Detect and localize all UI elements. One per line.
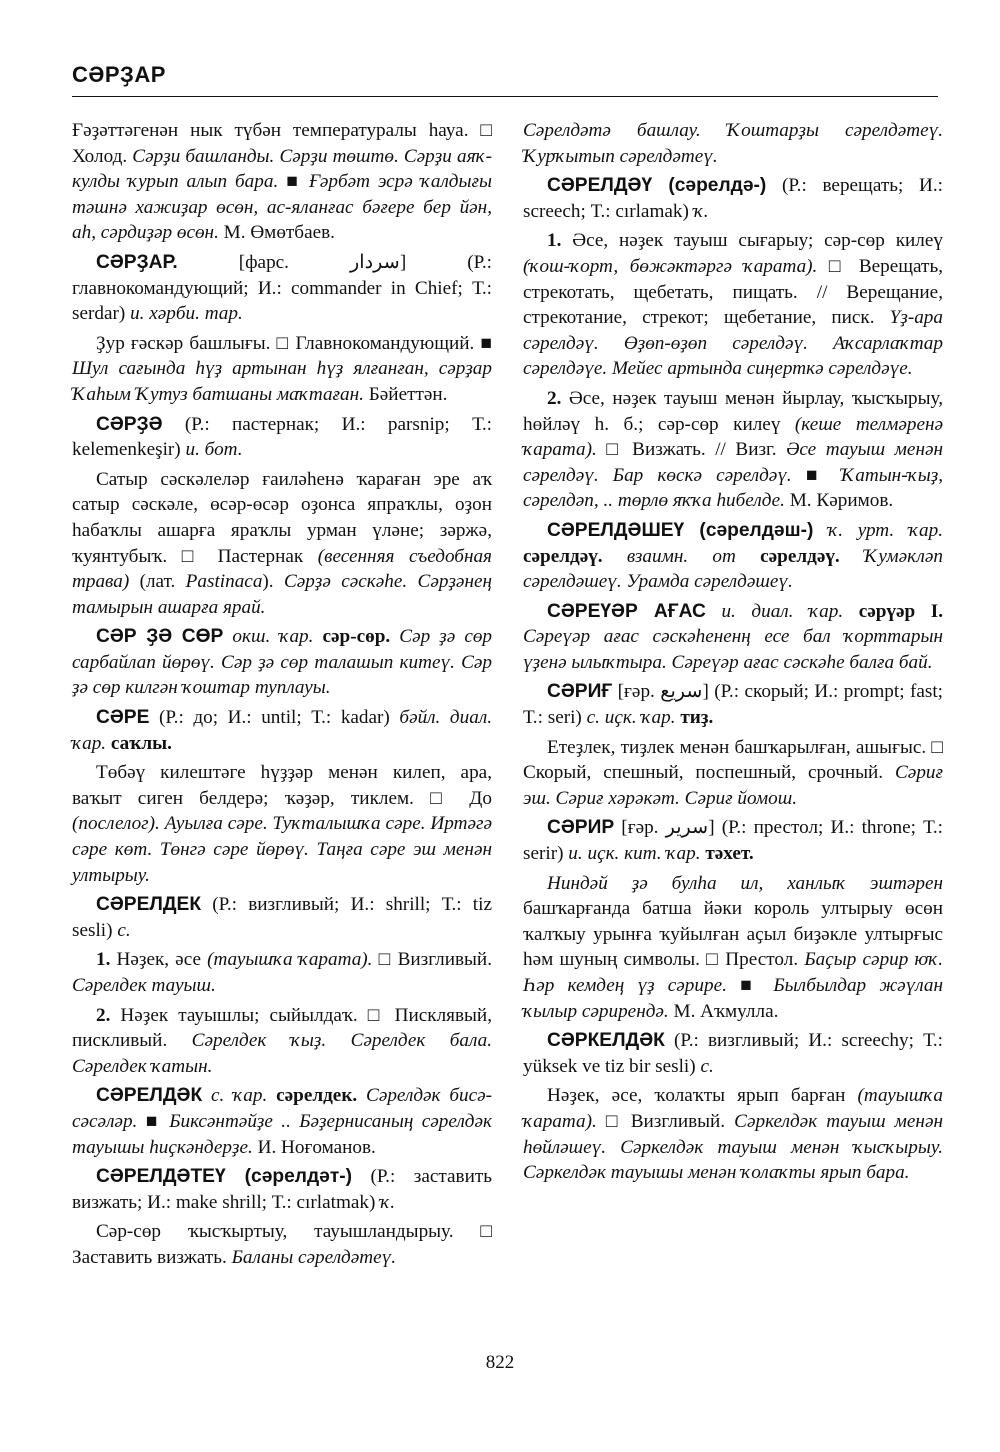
dictionary-entry [72, 892, 497, 943]
text-run: Ҡатын-ҡыҙ, сәрелдәп, .. төрлө яҡҡа һибелде. [523, 464, 948, 512]
text-run: (Р.: заставить визжать; И.: make shrill; Т.: cırlatmak) [72, 1166, 497, 1213]
headword: СӘР ҘӘ СӨР [96, 626, 224, 648]
text-run [943, 520, 948, 541]
text-run: 2. [96, 1004, 111, 1026]
text-run: (ҡош-ҡорт, бөжәктәргә ҡарата). [523, 255, 818, 277]
text-run: □ Визгливый. [596, 1110, 735, 1132]
header-rule [72, 96, 938, 97]
text-run: ■ [137, 1110, 170, 1132]
entry-paragraph [72, 760, 497, 888]
text-run: Сәреүәр ағас сәскәһененң есе бал ҡорттарын үҙенә ылыҡтыра. Сәреүәр ағас сәскәһе балға бай. [523, 626, 948, 673]
text-run: [фарс. سردار] (Р.: главнокомандующий; И.: commander in Chief; Т.: serdar) [72, 251, 497, 325]
text-run: сәр-сөр. [322, 626, 391, 648]
dictionary-entry [72, 1164, 497, 1215]
entry-paragraph [72, 467, 497, 621]
text-run: М. Кәримов. [784, 490, 894, 512]
text-run: с. иҫк. ҡар. [586, 707, 676, 729]
entry-paragraph [523, 871, 948, 1025]
entry-paragraph [72, 331, 497, 408]
text-run: (Р.: пастернак; И.: parsnip; Т.: kelemenkeşir) [72, 413, 497, 461]
text-run: башҡарғанда батша йәки король ултырыу өсөн ҡалҡыу урынға ҡуйылған аҫыл биҙәкле ултырғыс һәм шуның символы. □ Престол. [523, 872, 948, 971]
text-run: □ Визгливый. [372, 949, 497, 971]
text-run: с. [700, 1055, 714, 1077]
dictionary-entry [72, 1083, 497, 1160]
text-run [843, 601, 859, 622]
text-run: Бәйеттән. [363, 383, 448, 405]
text-run [390, 626, 399, 647]
text-run: Сәрелдәтә башлау. Ҡоштарҙы сәрелдәтеү. Ҡурҡытып сәрелдәтеү. [523, 120, 948, 167]
text-run: Төбәү килештәге һүҙҙәр менән килеп, ара, ваҡыт сиген белдерә; ҡәҙәр, тиклем. □ До [72, 762, 497, 809]
text-run: □ Визжать. // Визг. [596, 439, 787, 461]
text-run: тиҙ. [680, 707, 714, 729]
headword: СӘРЕҮӘР АҒАС [547, 600, 706, 622]
text-run: ҡ. урт. ҡар. [828, 519, 943, 541]
text-run: 2. [547, 387, 562, 409]
text-run: (послелог). Ауылға сәре. Туҡталышҡа сәре. Иртәгә сәре көт. Төнгә сәре йөрөү. Таңға сәре эш менән ултырыу. [72, 813, 497, 886]
headword: СӘРҘАР. [96, 251, 178, 273]
text-run: Ҡумәкләп сәрелдәшеү. Урамда сәрелдәшеү. [523, 545, 948, 593]
running-head: СӘРҘАР [72, 62, 166, 87]
text-run [603, 546, 627, 567]
entry-paragraph [72, 118, 497, 246]
dictionary-entry [523, 173, 948, 224]
headword: СӘРКЕЛДӘК [547, 1030, 665, 1052]
text-run: Әсе, нәҙек тауыш менән йырлау, ҡысҡырыу, һөйләү һ. б.; сәр-сөр килеү [523, 387, 948, 435]
headword: СӘРЕЛДӘТЕҮ (сәрелдәт-) [96, 1166, 353, 1188]
text-run: с. ҡар. [211, 1085, 268, 1107]
entry-paragraph [523, 118, 948, 169]
headword: СӘРЕЛДӘШЕҮ (сәрелдәш-) [547, 519, 814, 541]
entry-paragraph [72, 1003, 497, 1080]
text-run: Сәриғ эш. Сәриғ хәрәкәт. Сәриғ йомош. [523, 762, 948, 809]
text-run: Нәҙек, әсе, ҡолаҡты ярып барған [547, 1085, 858, 1107]
entry-paragraph [72, 947, 497, 998]
text-run: 1. [96, 949, 111, 971]
text-run: Ҙур ғәскәр башлығы. □ Главнокомандующий. ■ [96, 332, 497, 354]
text-run: Pastinaca [185, 571, 263, 593]
dictionary-entry [72, 250, 497, 327]
text-run: Сатыр сәскәлеләр ғаиләһенә ҡараған эре аҡ сатыр сәскәле, өсәр-өсәр оҙонса япраҡлы, оҙон һабаҡлы ашарға яраҡлы урман үләне; зәржә, ҡуянтубыҡ. □ Пастернак [72, 468, 497, 567]
text-run [357, 1085, 366, 1106]
text-run: и. бот. [185, 439, 243, 461]
text-run: тәхет. [705, 843, 754, 865]
left-column [72, 118, 497, 1275]
text-run: ҡ. [380, 1191, 396, 1213]
text-run: И. Ноғоманов. [252, 1136, 376, 1158]
text-run: и. хәрби. тар. [130, 303, 243, 325]
dictionary-entry [523, 518, 948, 595]
text-run: М. Өмөтбаев. [218, 222, 335, 244]
text-run: Сәрҙә сәскәһе. Сәрҙәнең тамырын ашарға ярай. [72, 571, 497, 618]
text-run: взаимн. от [626, 545, 736, 567]
entry-paragraph [523, 228, 948, 382]
text-run: (Р.: верещать; И.: screech; Т.: cırlamak) [523, 175, 948, 222]
headword: СӘРИР [547, 817, 615, 839]
text-run: и. иҫк. кит. ҡар. [568, 843, 701, 865]
text-run: сәрелдәү. [760, 545, 840, 567]
entry-paragraph [523, 1083, 948, 1185]
headword: СӘРИҒ [547, 681, 613, 703]
text-run: (кеше телмәренә ҡарата). [523, 413, 948, 461]
entry-paragraph [72, 1219, 497, 1270]
text-run [943, 601, 948, 622]
text-run: Ниндәй ҙә булһа ил, ханлыҡ эштәрен [547, 872, 943, 894]
text-run: Сәрелдек ҡыҙ. Сәрелдек бала. Сәрелдек ҡатын. [72, 1030, 497, 1077]
text-run: бәйл. диал. ҡар. [72, 707, 497, 754]
text-run: [ғәр. سرير] (Р.: престол; И.: throne; Т.: serir) [523, 817, 948, 865]
text-run: (весенняя съедобная трава) [72, 545, 497, 593]
entry-paragraph [523, 386, 948, 514]
dictionary-entry [72, 705, 497, 756]
text-run: сәрүәр I. [858, 600, 944, 622]
text-run [313, 626, 322, 647]
text-run: Нәҙек тауышлы; сыйылдаҡ. □ Писклявый, пискливый. [72, 1004, 497, 1052]
text-run [267, 1085, 276, 1106]
text-run: Былбылдар жәүлан ҡылыр сәрирендә. [523, 975, 948, 1022]
text-run: Баҫыр сәрир юҡ. Һәр кемдең үҙ сәрире. [523, 949, 948, 996]
text-run: 1. [547, 230, 562, 252]
text-run: Сәрелдек тауыш. [72, 975, 216, 996]
text-run: ҡ. [693, 200, 709, 222]
text-run: Сәр ҙә сөр сарбайлап йөрөү. Сәр ҙә сөр талашып китеү. Сәр ҙә сөр килгән ҡоштар туплауы. [72, 626, 497, 699]
text-run: □ Верещать, стрекотать, щебетать, пищать. // Верещание, стрекотание, стрекот; щебетание, писк. [523, 255, 948, 329]
text-run: Баланы сәрелдәтеү. [231, 1246, 397, 1268]
text-run [813, 520, 828, 541]
text-run: сәрелдек. [276, 1085, 358, 1107]
headword: СӘРҘӘ [96, 413, 163, 435]
right-column [523, 118, 948, 1190]
dictionary-entry [523, 815, 948, 866]
text-run: ■ [791, 464, 841, 486]
text-run: [ғәр. سريع] (Р.: скорый; И.: prompt; fast; Т.: seri) [523, 681, 948, 729]
entry-paragraph [523, 735, 948, 812]
text-run: ■ [286, 171, 309, 193]
text-run: Ғәрбәт эсрә ҡалдығы тәшнә хажиҙар өсөн, ас-яланғас бәғере бер йән, аһ, сәрдиҙәр өсөн. [72, 171, 497, 244]
text-run: с. [117, 919, 131, 941]
text-run [840, 546, 864, 567]
dictionary-entry [523, 599, 948, 676]
headword: СӘРЕЛДЕК [96, 894, 202, 916]
dictionary-entry [523, 1028, 948, 1079]
text-run: (лат. [129, 571, 186, 593]
text-run: Сәркелдәк тауыш менән һөйләшеү. Сәркелдәк тауыш менән ҡысҡырыу. Сәркелдәк тауышы менән ҡолаҡты ярып бара. [523, 1110, 948, 1184]
dictionary-entry [72, 412, 497, 463]
text-run: саҡлы. [110, 732, 172, 754]
text-run: Сәр-сөр ҡысҡыртыу, тауышландырыу. □ Заставить визжать. [72, 1221, 497, 1268]
text-run [736, 546, 760, 567]
text-run: Нәҙек, әсе [110, 949, 208, 971]
dictionary-entry [523, 679, 948, 730]
text-run: Шул сағында һүҙ артынан һүҙ ялғанған, сәрҙар Ҡаһым Ҡутуз батшаны маҡтаған. [72, 358, 497, 405]
text-run: М. Аҡмулла. [668, 1000, 779, 1022]
text-run: сәрелдәү. [523, 545, 603, 567]
text-run: Етеҙлек, тиҙлек менән башҡарылған, ашығыс. □ Скорый, спешный, поспешный, срочный. [523, 736, 948, 784]
headword: СӘРЕЛДӘҮ (сәрелдә-) [547, 175, 767, 197]
headword: СӘРЕ [96, 707, 150, 729]
text-run: ). [262, 571, 284, 593]
page-number: 822 [485, 1352, 515, 1373]
text-run: Сәрҙи башланды. Сәрҙи төштө. Сәрҙи аяҡ-кулды ҡурып алып бара. [72, 145, 493, 193]
text-run: Әсе, нәҙек тауыш сығарыу; сәр-сөр килеү [561, 230, 948, 252]
text-run: (Р.: визгливый; И.: shrill; Т.: tiz sesli) [72, 894, 497, 941]
dictionary-entry [72, 624, 497, 701]
text-run: (Р.: до; И.: until; Т.: kadar) [149, 707, 400, 729]
text-run [706, 601, 722, 622]
text-run [202, 1085, 211, 1106]
text-run: (тауышҡа ҡарата). [207, 949, 373, 971]
text-run: (Р.: визгливый; И.: screechy; Т.: yüksek ve tiz bir sesli) [523, 1030, 948, 1077]
text-run: Сәрелдәк бисә-сәсәләр. [72, 1085, 493, 1132]
text-run: ■ [726, 975, 774, 996]
text-run: и. диал. ҡар. [721, 600, 844, 622]
text-run: Ғәҙәттәгенән нык түбән температуралы һауа. □ Холод. [72, 120, 497, 167]
headword: СӘРЕЛДӘК [96, 1085, 203, 1107]
text-run: Әсе тауыш менән сәрелдәү. Бар көскә сәрелдәү. [523, 439, 948, 486]
text-run: окш. ҡар. [232, 626, 314, 648]
text-run: Үҙ-ара сәрелдәү. Өҙөп-өҙөп сәрелдәү. Аҡсарлаҡтар сәрелдәүе. Мейес артында сиңерткә сәрелдәүе. [523, 307, 948, 380]
text-run: Биксәнтәйҙе .. Бәҙернисаның сәрелдәк тауышы һиҫкәндерҙе. [72, 1110, 497, 1158]
text-run: (тауышҡа ҡарата). [523, 1085, 948, 1132]
